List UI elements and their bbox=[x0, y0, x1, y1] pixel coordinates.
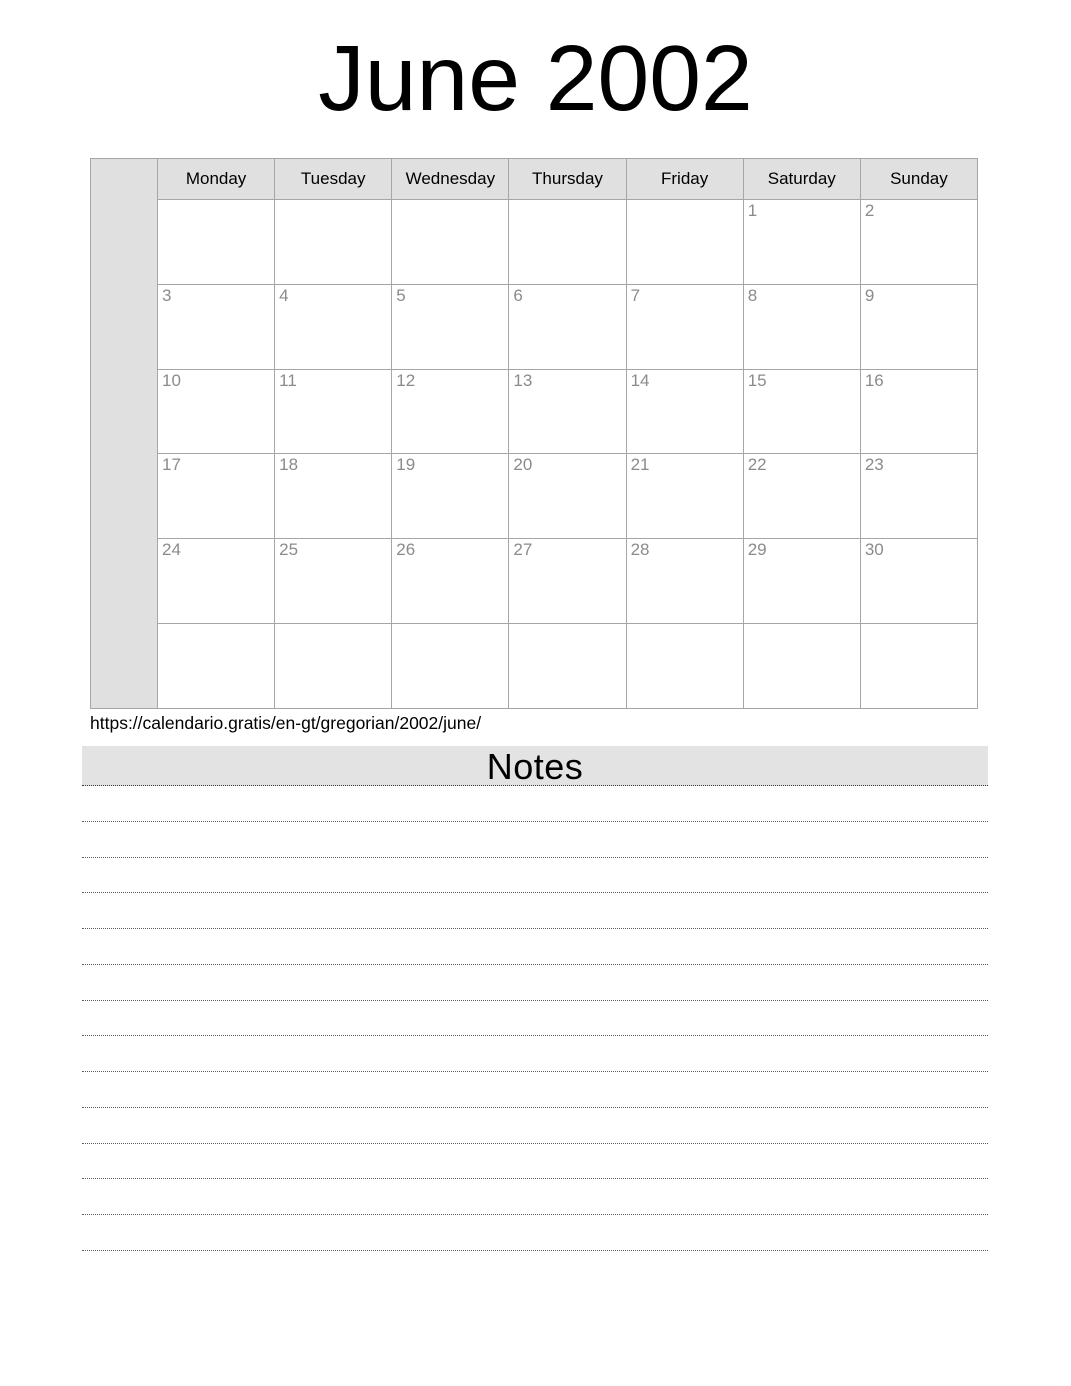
calendar-table bbox=[90, 158, 978, 709]
calendar-day-cell bbox=[860, 623, 977, 708]
source-url: https://calendario.gratis/en-gt/gregorian/2002/june/ bbox=[90, 713, 482, 733]
calendar-day-cell: 15 bbox=[743, 369, 860, 454]
calendar-day-cell: 18 bbox=[275, 454, 392, 539]
calendar-day-cell: 12 bbox=[392, 369, 509, 454]
week-row bbox=[91, 623, 978, 708]
note-line bbox=[82, 965, 988, 1001]
day-header: Wednesday bbox=[392, 159, 509, 200]
calendar-day-cell: 14 bbox=[626, 369, 743, 454]
calendar-day-cell bbox=[626, 623, 743, 708]
note-line bbox=[82, 1072, 988, 1108]
calendar-day-cell: 11 bbox=[275, 369, 392, 454]
calendar-day-cell: 13 bbox=[509, 369, 626, 454]
calendar-day-cell bbox=[509, 623, 626, 708]
calendar-day-cell bbox=[509, 200, 626, 285]
calendar-day-cell: 27 bbox=[509, 539, 626, 624]
calendar-day-cell: 6 bbox=[509, 284, 626, 369]
note-line bbox=[82, 1215, 988, 1251]
calendar-day-cell: 20 bbox=[509, 454, 626, 539]
week-row bbox=[91, 454, 978, 539]
calendar-day-cell: 8 bbox=[743, 284, 860, 369]
calendar-day-cell: 28 bbox=[626, 539, 743, 624]
week-row bbox=[91, 284, 978, 369]
calendar-day-cell: 16 bbox=[860, 369, 977, 454]
calendar-day-cell bbox=[392, 200, 509, 285]
calendar-day-cell: 26 bbox=[392, 539, 509, 624]
calendar-day-cell bbox=[275, 623, 392, 708]
calendar-day-cell: 25 bbox=[275, 539, 392, 624]
calendar-day-cell: 5 bbox=[392, 284, 509, 369]
calendar-day-cell: 9 bbox=[860, 284, 977, 369]
calendar-day-cell bbox=[275, 200, 392, 285]
calendar-day-cell bbox=[626, 200, 743, 285]
note-line bbox=[82, 893, 988, 929]
notes-header bbox=[82, 746, 988, 786]
calendar-day-cell: 21 bbox=[626, 454, 743, 539]
calendar-day-cell: 10 bbox=[158, 369, 275, 454]
note-line bbox=[82, 1001, 988, 1037]
note-line bbox=[82, 1036, 988, 1072]
note-line bbox=[82, 858, 988, 894]
note-line bbox=[82, 929, 988, 965]
calendar-day-cell: 3 bbox=[158, 284, 275, 369]
note-line bbox=[82, 1179, 988, 1215]
calendar-day-cell bbox=[743, 623, 860, 708]
calendar-day-cell: 4 bbox=[275, 284, 392, 369]
page-title: June 2002 bbox=[318, 26, 753, 130]
calendar-day-cell: 2 bbox=[860, 200, 977, 285]
calendar-day-cell: 29 bbox=[743, 539, 860, 624]
calendar-day-cell: 17 bbox=[158, 454, 275, 539]
week-row bbox=[91, 369, 978, 454]
week-row bbox=[91, 200, 978, 285]
calendar-header-row bbox=[91, 159, 978, 200]
calendar-day-cell: 24 bbox=[158, 539, 275, 624]
note-line bbox=[82, 1144, 988, 1180]
calendar-day-cell: 19 bbox=[392, 454, 509, 539]
notes-title: Notes bbox=[486, 746, 584, 787]
calendar-body bbox=[91, 159, 978, 709]
day-header: Sunday bbox=[860, 159, 977, 200]
day-header: Tuesday bbox=[275, 159, 392, 200]
note-line bbox=[82, 822, 988, 858]
calendar-day-cell bbox=[158, 200, 275, 285]
calendar-day-cell: 7 bbox=[626, 284, 743, 369]
note-line bbox=[82, 1108, 988, 1144]
notes-lines bbox=[82, 786, 988, 1251]
calendar-day-cell bbox=[392, 623, 509, 708]
calendar-day-cell: 1 bbox=[743, 200, 860, 285]
day-header: Friday bbox=[626, 159, 743, 200]
day-header: Monday bbox=[158, 159, 275, 200]
calendar-day-cell: 22 bbox=[743, 454, 860, 539]
calendar-day-cell: 30 bbox=[860, 539, 977, 624]
day-header: Thursday bbox=[509, 159, 626, 200]
calendar-corner-cell bbox=[91, 159, 158, 709]
calendar-day-cell bbox=[158, 623, 275, 708]
week-row bbox=[91, 539, 978, 624]
calendar-day-cell: 23 bbox=[860, 454, 977, 539]
day-header: Saturday bbox=[743, 159, 860, 200]
note-line bbox=[82, 786, 988, 822]
